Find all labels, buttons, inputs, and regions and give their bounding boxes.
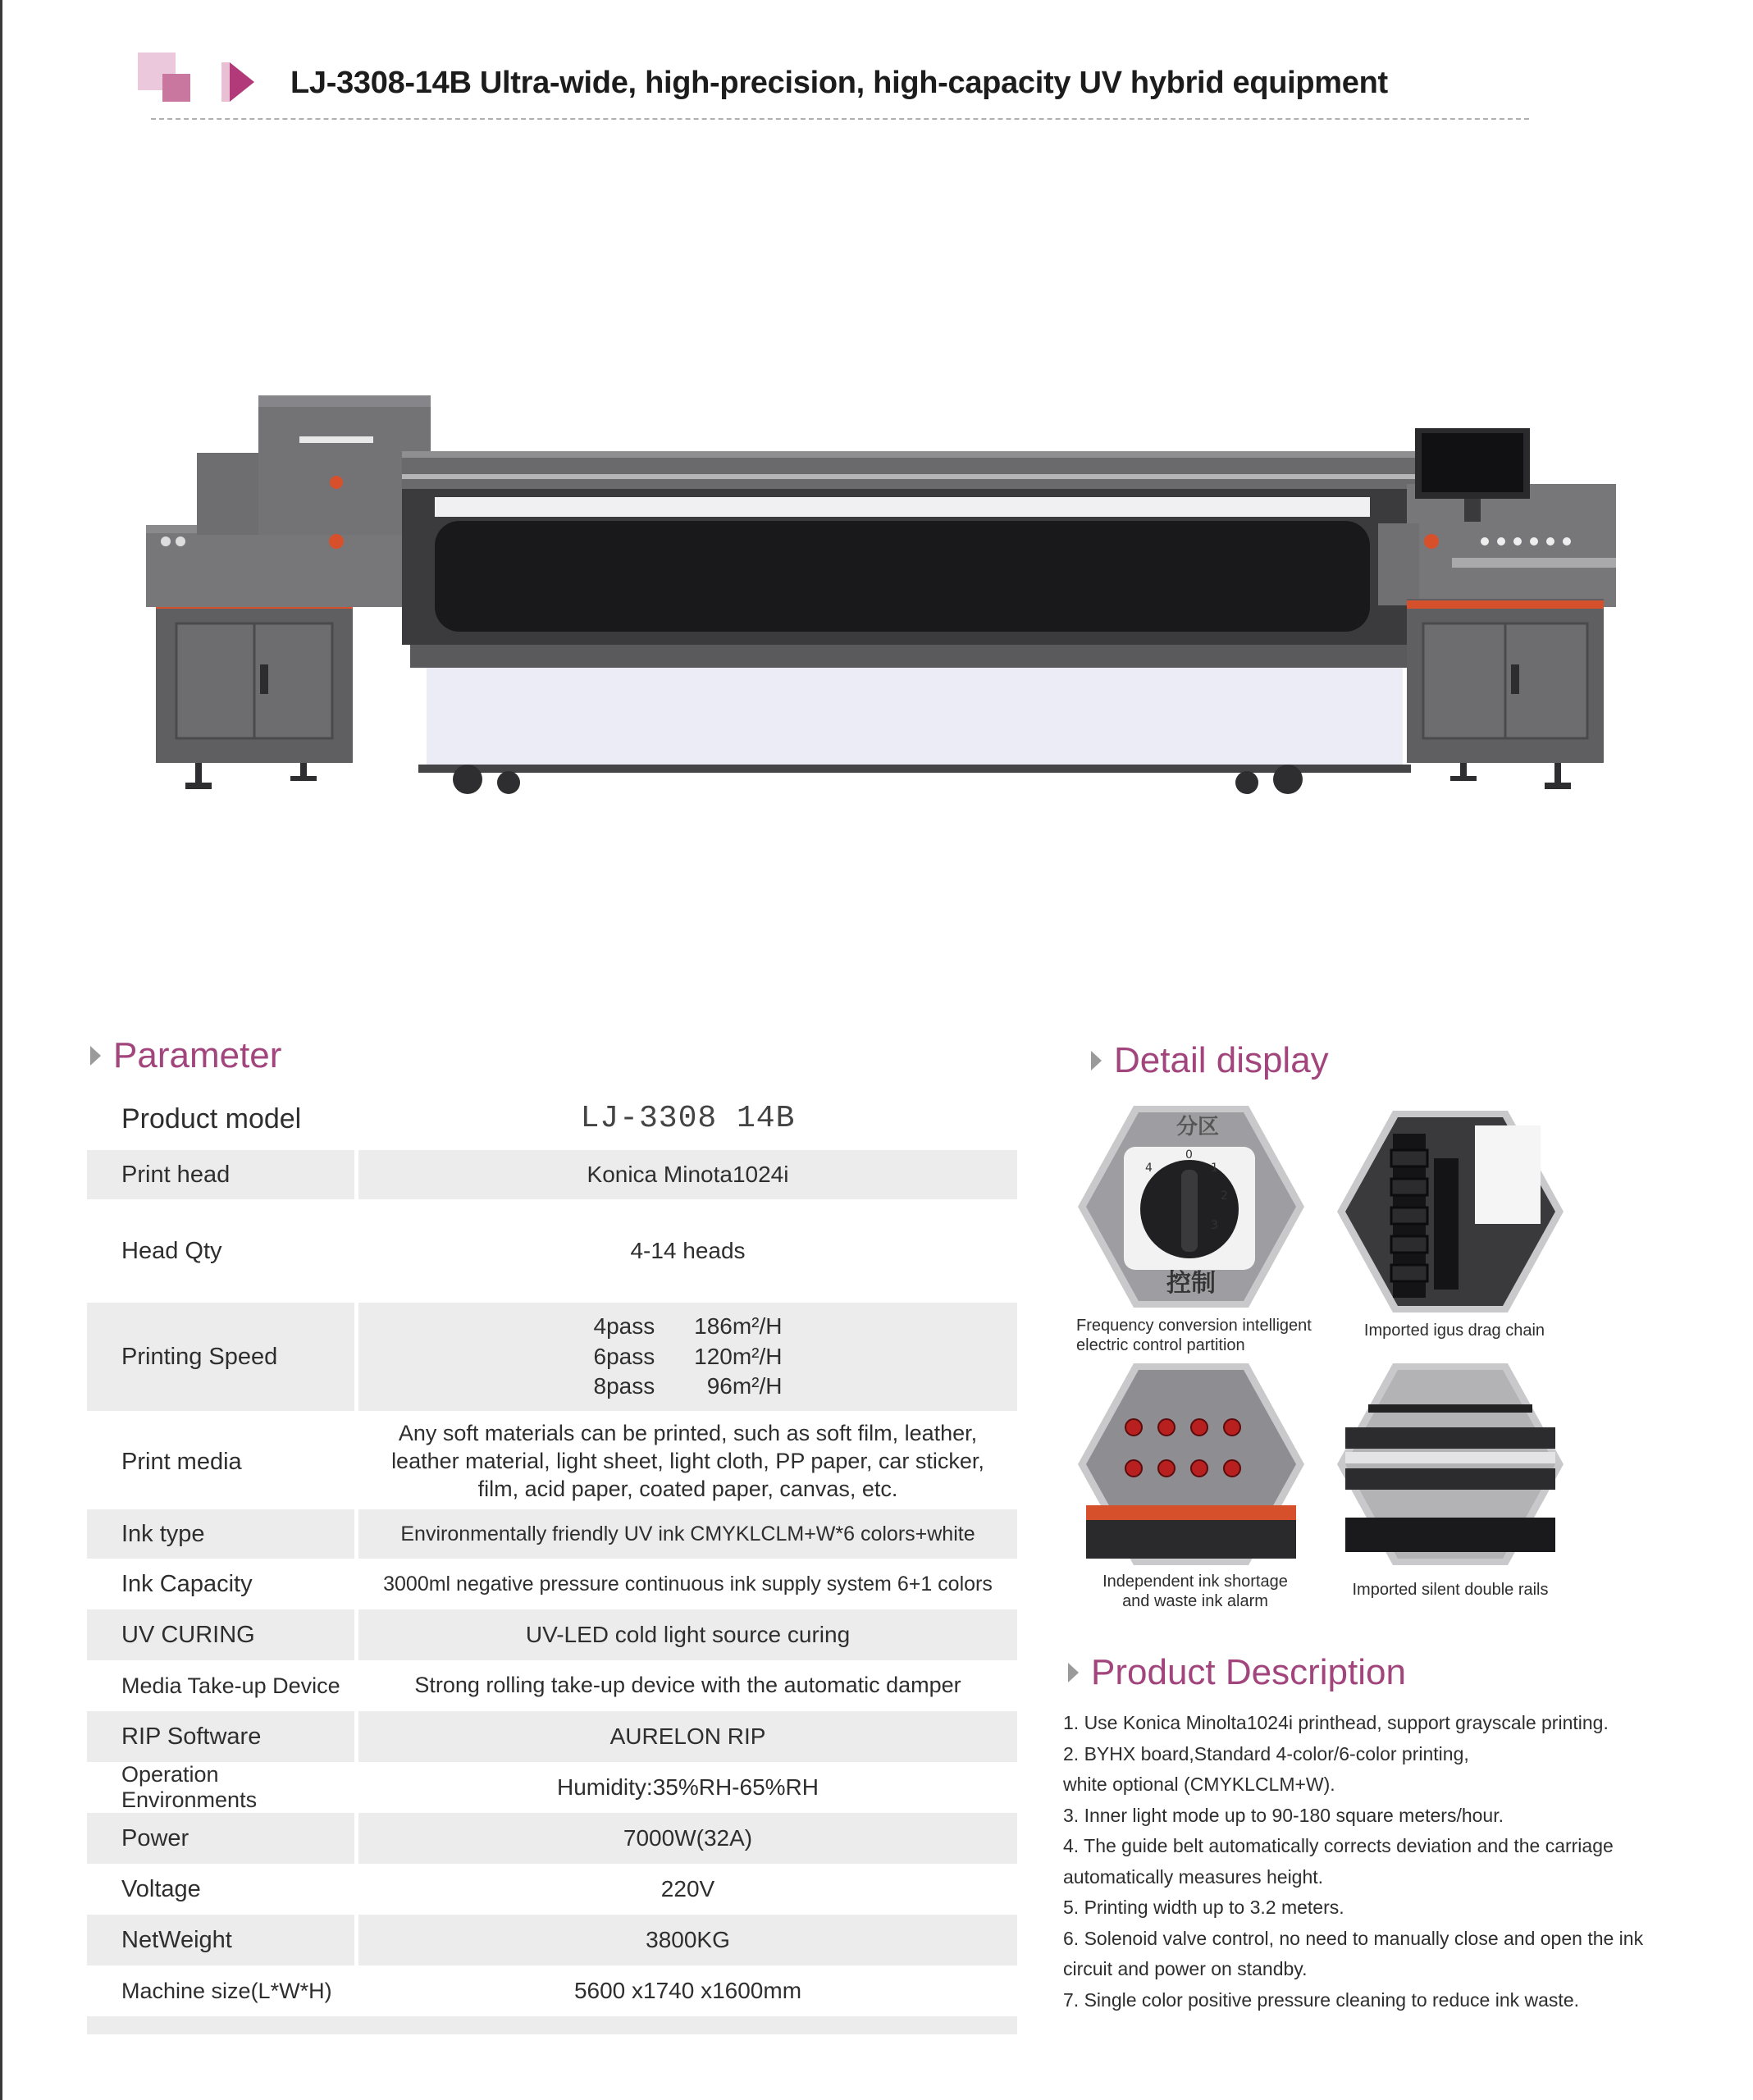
description-line: 7. Single color positive pressure cleaning to reduce ink waste. xyxy=(1063,1988,1580,2011)
table-row xyxy=(87,1864,1017,1915)
speed-pass: 6pass xyxy=(593,1343,655,1369)
table-row xyxy=(87,1915,1017,1965)
table-row xyxy=(87,1965,1017,2016)
row-label: Printing Speed xyxy=(87,1303,354,1411)
row-label: Power xyxy=(87,1813,354,1864)
speed-values xyxy=(358,1303,1017,1411)
row-label: NetWeight xyxy=(87,1915,354,1965)
table-row xyxy=(87,1303,1017,1411)
dial-top-text: 分区 xyxy=(1176,1115,1220,1139)
row-label: Head Qty xyxy=(121,1237,222,1264)
table-row xyxy=(87,1150,1017,1199)
heading-triangle-icon xyxy=(1068,1663,1079,1682)
detail-drag-chain-image xyxy=(1335,1109,1565,1314)
heading-triangle-icon xyxy=(1091,1051,1102,1071)
table-row xyxy=(87,1199,1017,1303)
header-arrow-shade xyxy=(221,62,230,102)
row-label: Media Take-up Device xyxy=(121,1673,340,1698)
row-value: 4-14 heads xyxy=(630,1237,746,1263)
parameter-heading xyxy=(90,1035,281,1076)
row-value: Humidity:35%RH-65%RH xyxy=(557,1774,819,1800)
table-row xyxy=(87,1762,1017,1813)
row-value: 220V xyxy=(660,1875,715,1901)
row-value: 7000W(32A) xyxy=(358,1813,1017,1864)
dial-number: 0 xyxy=(1185,1148,1193,1162)
description-heading xyxy=(1068,1652,1406,1693)
description-line: white optional (CMYKLCLM+W). xyxy=(1063,1774,1335,1795)
dial-number: 3 xyxy=(1211,1219,1218,1232)
detail-caption: Independent ink shortage and waste ink alarm xyxy=(1102,1573,1288,1610)
row-value: 5600 x1740 x1600mm xyxy=(573,1977,802,2003)
row-value: 3800KG xyxy=(358,1915,1017,1965)
description-line: circuit and power on standby. xyxy=(1063,1958,1308,1979)
table-bottom-bar xyxy=(87,2016,1017,2034)
dial-number: 1 xyxy=(1211,1162,1218,1175)
row-label: Machine size(L*W*H) xyxy=(121,1978,332,2003)
header-decor-squares xyxy=(138,52,195,103)
description-line: 3. Inner light mode up to 90-180 square meters/hour. xyxy=(1063,1804,1504,1826)
row-value: UV-LED cold light source curing xyxy=(358,1609,1017,1660)
page-title: LJ-3308-14B Ultra-wide, high-precision, high-capacity UV hybrid equipment xyxy=(290,66,1388,100)
detail-heading xyxy=(1091,1040,1329,1081)
detail-caption: Imported igus drag chain xyxy=(1363,1322,1545,1340)
row-value: Konica Minota1024i xyxy=(358,1150,1017,1199)
row-label: Ink Capacity xyxy=(121,1570,253,1597)
table-row xyxy=(87,1660,1017,1711)
speed-pass: 8pass xyxy=(593,1373,655,1399)
heading-triangle-icon xyxy=(90,1046,101,1066)
row-label: Ink type xyxy=(87,1509,354,1559)
table-row xyxy=(87,1411,1017,1513)
table-row xyxy=(87,1091,1017,1147)
table-row xyxy=(87,1711,1017,1762)
description-line: 1. Use Konica Minolta1024i printhead, support grayscale printing. xyxy=(1063,1712,1609,1733)
header-arrow-icon xyxy=(230,62,254,102)
detail-control-partition-image xyxy=(1076,1104,1306,1309)
description-line: automatically measures height. xyxy=(1063,1865,1324,1888)
dial-number: 2 xyxy=(1221,1189,1228,1203)
row-value: Any soft materials can be printed, such as soft film, leather, leather material, light sheet, light cloth, PP paper, car sticker, film, acid paper, coated paper, canvas, etc. xyxy=(391,1421,984,1501)
table-row xyxy=(87,1609,1017,1660)
detail-ink-alarm-image xyxy=(1076,1362,1306,1567)
description-line: 6. Solenoid valve control, no need to manually close and open the ink xyxy=(1063,1927,1644,1949)
header-divider xyxy=(151,118,1529,120)
dial-bottom-text: 控制 xyxy=(1166,1269,1216,1298)
speed-rate: 120m²/H xyxy=(694,1343,783,1369)
row-value: LJ-3308 14B xyxy=(580,1101,796,1137)
page-left-border xyxy=(0,0,2,2100)
description-line: 5. Printing width up to 3.2 meters. xyxy=(1063,1897,1344,1918)
row-value: Environmentally friendly UV ink CMYKLCLM+W*6 colors+white xyxy=(358,1509,1017,1559)
description-heading-text: Product Description xyxy=(1091,1652,1406,1692)
detail-double-rails-image xyxy=(1335,1362,1565,1567)
row-label: UV CURING xyxy=(87,1609,354,1660)
speed-rate: 186m²/H xyxy=(694,1313,783,1340)
row-label: Product model xyxy=(121,1102,302,1134)
table-row xyxy=(87,1509,1017,1559)
row-value: Strong rolling take-up device with the automatic damper xyxy=(414,1673,961,1698)
table-row xyxy=(87,1813,1017,1864)
row-label: Operation Environments xyxy=(121,1762,258,1812)
table-row xyxy=(87,1559,1017,1609)
parameter-heading-text: Parameter xyxy=(113,1035,282,1075)
description-line: 4. The guide belt automatically corrects deviation and the carriage xyxy=(1063,1835,1614,1856)
speed-rate: 96m²/H xyxy=(706,1373,783,1399)
row-value: AURELON RIP xyxy=(358,1711,1017,1762)
speed-pass: 4pass xyxy=(593,1313,655,1340)
description-line: 2. BYHX board,Standard 4-color/6-color printing, xyxy=(1063,1742,1469,1764)
dial-number: 4 xyxy=(1145,1162,1153,1175)
row-label: Print head xyxy=(87,1150,354,1199)
detail-caption: Frequency conversion intelligent electric control partition xyxy=(1076,1317,1312,1354)
description-list xyxy=(1063,1708,1687,2016)
printer-product-image xyxy=(139,386,1616,812)
row-value: 3000ml negative pressure continuous ink supply system 6+1 colors xyxy=(383,1572,993,1596)
row-label: Print media xyxy=(121,1448,242,1475)
detail-heading-text: Detail display xyxy=(1114,1040,1329,1080)
row-label: RIP Software xyxy=(87,1711,354,1762)
detail-caption: Imported silent double rails xyxy=(1352,1581,1549,1599)
row-label: Voltage xyxy=(121,1875,201,1902)
